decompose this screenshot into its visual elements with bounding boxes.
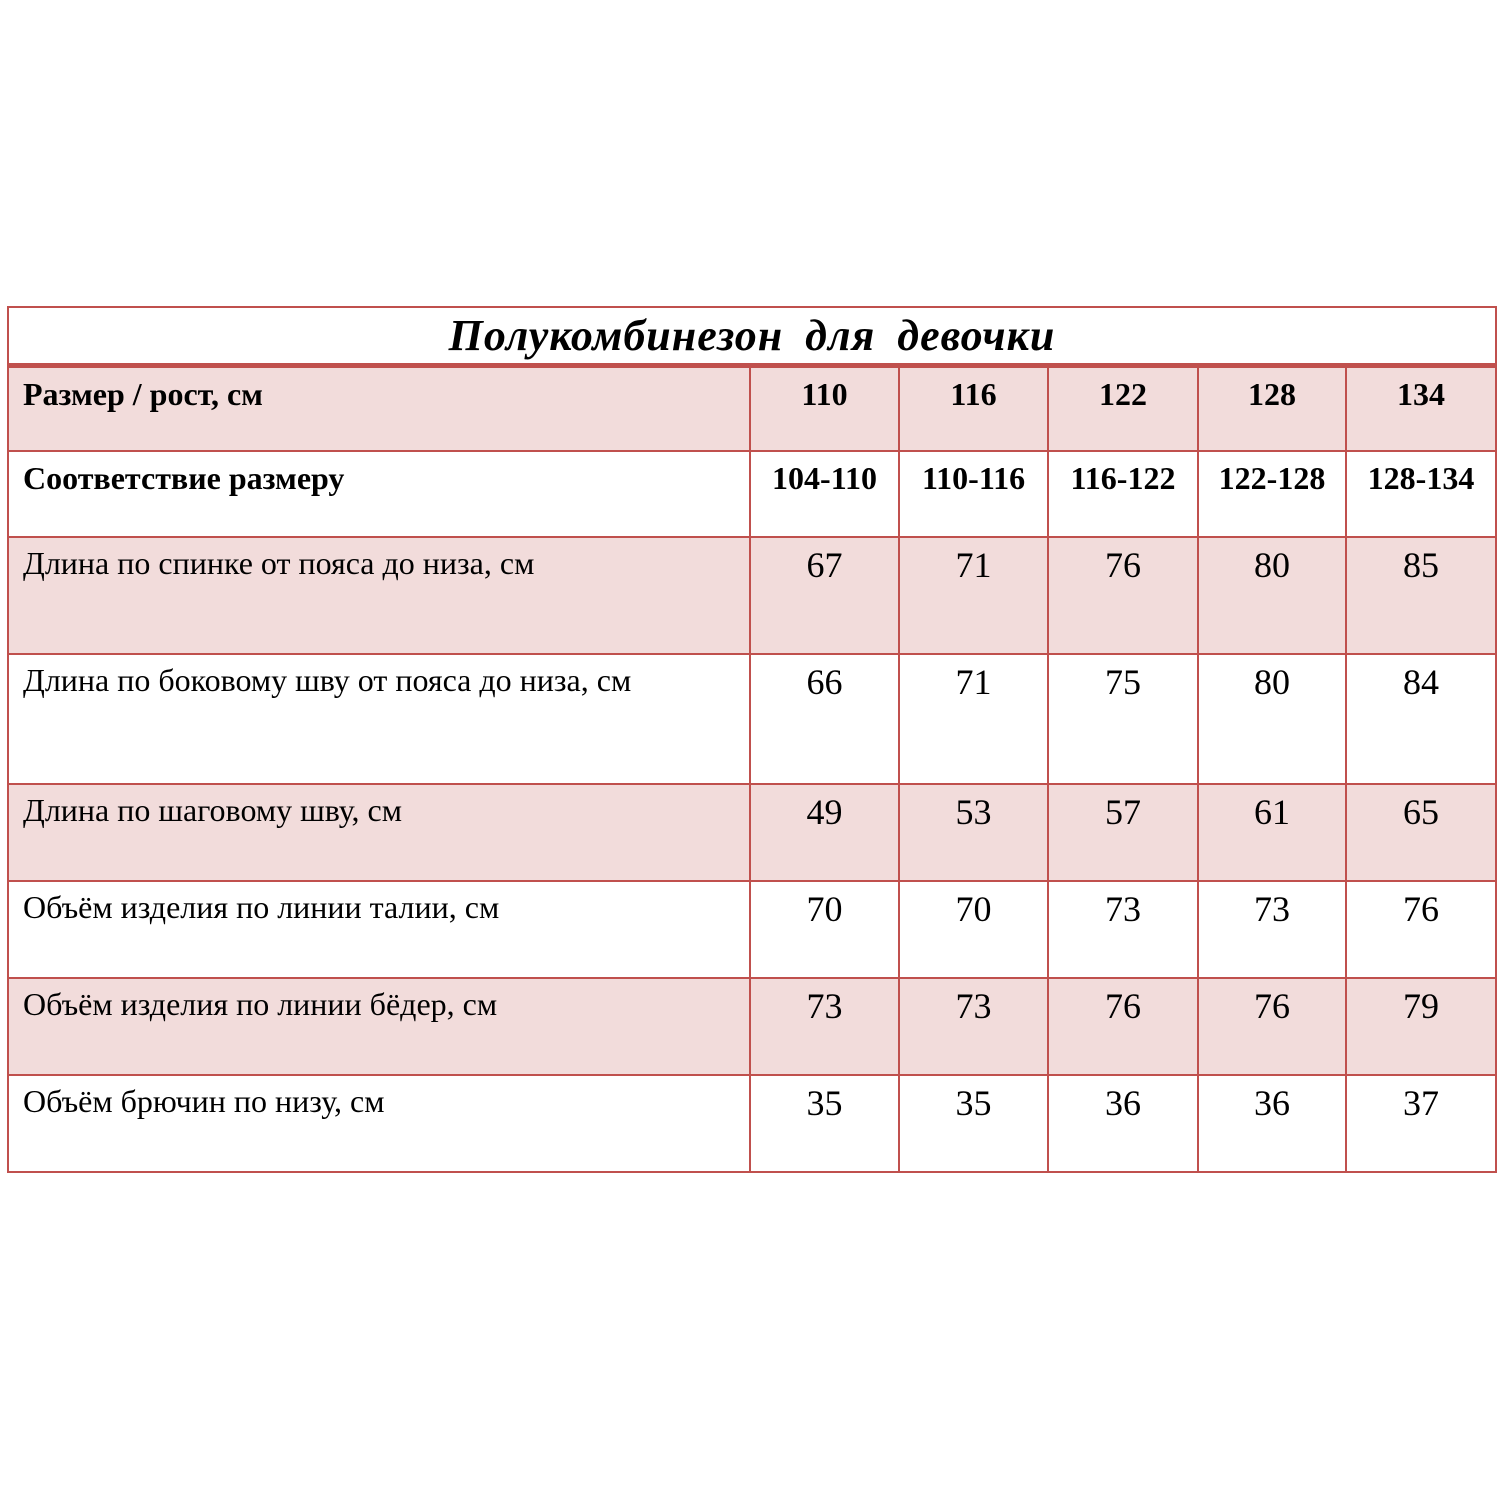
size-match-cell: 110-116 — [899, 451, 1048, 537]
measure-cell: 53 — [899, 784, 1048, 881]
measure-label: Длина по шаговому шву, см — [8, 784, 750, 881]
measure-cell: 65 — [1346, 784, 1496, 881]
measure-cell: 66 — [750, 654, 899, 784]
measure-cell: 85 — [1346, 537, 1496, 654]
measure-cell: 71 — [899, 537, 1048, 654]
measure-cell: 37 — [1346, 1075, 1496, 1172]
measure-label: Длина по боковому шву от пояса до низа, см — [8, 654, 750, 784]
size-match-cell: 122-128 — [1198, 451, 1346, 537]
measure-cell: 73 — [750, 978, 899, 1075]
measure-cell: 35 — [750, 1075, 899, 1172]
measure-row — [8, 654, 1496, 784]
measure-cell: 70 — [750, 881, 899, 978]
measure-cell: 76 — [1048, 978, 1198, 1075]
measure-cell: 35 — [899, 1075, 1048, 1172]
size-match-cell: 104-110 — [750, 451, 899, 537]
measure-cell: 57 — [1048, 784, 1198, 881]
size-cell: 116 — [899, 365, 1048, 451]
measure-cell: 76 — [1048, 537, 1198, 654]
measure-label: Объём брючин по низу, см — [8, 1075, 750, 1172]
size-header-label: Размер / рост, см — [8, 365, 750, 451]
size-cell: 128 — [1198, 365, 1346, 451]
measure-cell: 73 — [899, 978, 1048, 1075]
measure-cell: 36 — [1198, 1075, 1346, 1172]
measure-cell: 76 — [1198, 978, 1346, 1075]
size-cell: 134 — [1346, 365, 1496, 451]
measure-row — [8, 978, 1496, 1075]
size-match-cell: 128-134 — [1346, 451, 1496, 537]
measure-cell: 49 — [750, 784, 899, 881]
measure-cell: 70 — [899, 881, 1048, 978]
measure-label: Объём изделия по линии талии, см — [8, 881, 750, 978]
measure-cell: 73 — [1048, 881, 1198, 978]
measure-label: Длина по спинке от пояса до низа, см — [8, 537, 750, 654]
measure-row — [8, 537, 1496, 654]
title-row — [8, 307, 1496, 365]
measure-row — [8, 881, 1496, 978]
measure-cell: 79 — [1346, 978, 1496, 1075]
measure-cell: 71 — [899, 654, 1048, 784]
measure-cell: 73 — [1198, 881, 1346, 978]
measure-cell: 75 — [1048, 654, 1198, 784]
size-header-row — [8, 365, 1496, 451]
measure-cell: 80 — [1198, 537, 1346, 654]
size-cell: 122 — [1048, 365, 1198, 451]
size-chart-table — [7, 306, 1497, 1173]
measure-cell: 80 — [1198, 654, 1346, 784]
table-title: Полукомбинезон для девочки — [8, 307, 1496, 365]
measure-label: Объём изделия по линии бёдер, см — [8, 978, 750, 1075]
size-cell: 110 — [750, 365, 899, 451]
size-match-label: Соответствие размеру — [8, 451, 750, 537]
measure-row — [8, 1075, 1496, 1172]
measure-row — [8, 784, 1496, 881]
measure-cell: 36 — [1048, 1075, 1198, 1172]
measure-cell: 61 — [1198, 784, 1346, 881]
measure-cell: 84 — [1346, 654, 1496, 784]
size-match-row — [8, 451, 1496, 537]
size-match-cell: 116-122 — [1048, 451, 1198, 537]
measure-cell: 67 — [750, 537, 899, 654]
measure-cell: 76 — [1346, 881, 1496, 978]
